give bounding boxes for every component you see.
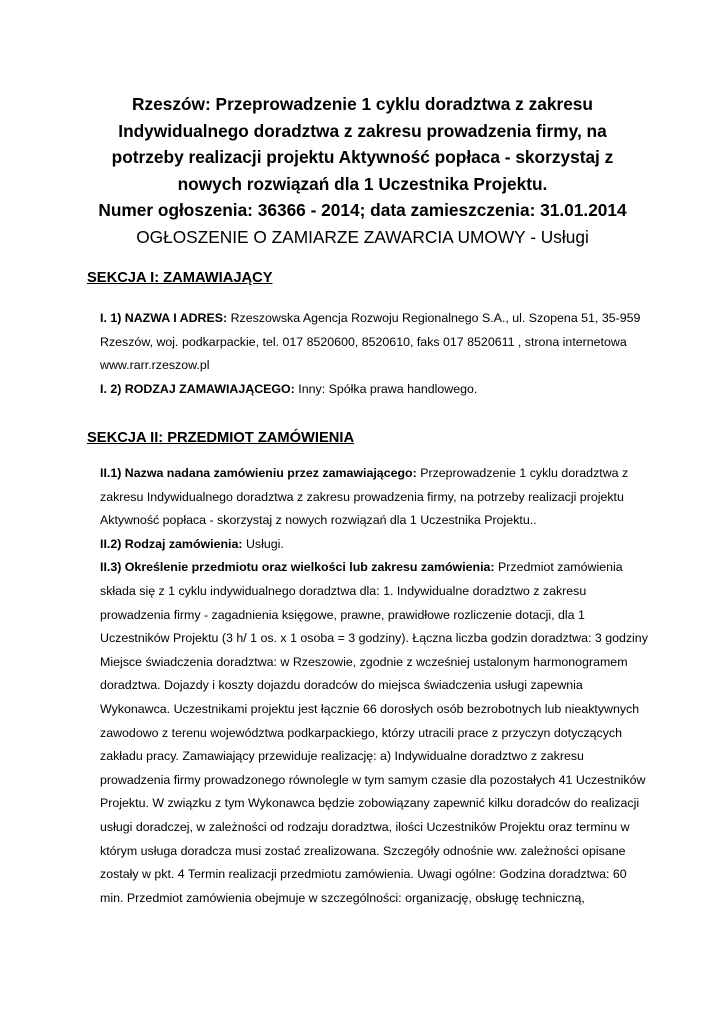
order-scope-text-line: Miejsce świadczenia doradztwa: w Rzeszowie, zgodnie z wcześniej ustalonym harmonogramem [100, 654, 628, 669]
order-scope-text-line: Wykonawca. Uczestnikami projektu jest łącznie 66 dorosłych osób bezrobotnych lub nieaktywnych [100, 701, 640, 716]
address-line: Rzeszów, woj. podkarpackie, tel. 017 8520600, 8520610, faks 017 8520611 , strona internetowa [100, 334, 627, 349]
order-scope-text-line: zostały w pkt. 4 Termin realizacji przedmiotu zamówienia. Uwagi ogólne: Godzina doradztwa: 60 [100, 867, 627, 882]
order-scope-text-line: składa się z 1 cyklu indywidualnego doradztwa dla: 1. Indywidualne doradztwo z zakresu [100, 583, 587, 598]
section-2-heading: SEKCJA II: PRZEDMIOT ZAMÓWIENIA [87, 430, 355, 446]
order-scope-value: Przedmiot zamówienia [494, 560, 623, 575]
name-address-label: I. 1) NAZWA I ADRES: [100, 311, 228, 325]
contracting-type-line [100, 378, 660, 402]
website-line: www.rarr.rzeszow.pl [100, 358, 210, 373]
order-scope-text-line: doradztwa. Dojazdy i koszty dojazdu doradców do miejsca świadczenia usługi zapewnia [100, 678, 583, 693]
title-line: nowych rozwiązań dla 1 Uczestnika Projektu. [177, 173, 548, 194]
contracting-type-value: Inny: Spółka prawa handlowego. [294, 381, 478, 396]
notice-type: OGŁOSZENIE O ZAMIARZE ZAWARCIA UMOWY - Usługi [136, 226, 589, 247]
order-scope-text-line: zakładu pracy. Zamawiający przewiduje realizację: a) Indywidualne doradztwo z zakresu [100, 749, 584, 764]
document-title [80, 91, 645, 250]
order-type-line [100, 533, 660, 557]
order-scope-text-line: którym usługa doradcza musi zostać zrealizowana. Szczegóły odnośnie ww. zależności opisane [100, 843, 626, 858]
order-name-label: II.1) Nazwa nadana zamówieniu przez zamawiającego: [100, 466, 417, 480]
order-scope-line [100, 556, 660, 580]
name-address-line [100, 307, 660, 331]
order-scope-text-line: min. Przedmiot zamówienia obejmuje w szczególności: organizację, obsługę techniczną, [100, 890, 585, 905]
order-scope-text-line: zawodowo z terenu województwa podkarpackiego, którzy utracili prace z przyczyn dotyczących [100, 725, 623, 740]
section-1-heading: SEKCJA I: ZAMAWIAJĄCY [87, 270, 273, 286]
order-scope-text-line: prowadzenia firmy - zagadnienia księgowe, prawne, prawidłowe rozliczenie dotacji, dla 1 [100, 607, 585, 622]
order-name-line [100, 462, 660, 486]
order-scope-label: II.3) Określenie przedmiotu oraz wielkości lub zakresu zamówienia: [100, 560, 495, 575]
order-scope-text-line: usługi doradczej, w zależności od rodzaju doradztwa, ilości Uczestników Projektu oraz terminu w [100, 819, 630, 834]
order-scope-text-line: prowadzenia firmy prowadzonego równolegle w tym samym czasie dla pozostałych 41 Uczestników [100, 772, 646, 787]
section-1-body [100, 307, 660, 401]
title-line: Indywidualnego doradztwa z zakresu prowadzenia firmy, na [118, 120, 607, 141]
order-type-value: Usługi. [242, 536, 284, 551]
announcement-number-line: Numer ogłoszenia: 36366 - 2014; data zamieszczenia: 31.01.2014 [98, 200, 627, 220]
order-type-label: II.2) Rodzaj zamówienia: [100, 536, 243, 551]
name-address-value: Rzeszowska Agencja Rozwoju Regionalnego S.A., ul. Szopena 51, 35-959 [227, 311, 641, 325]
contracting-type-label: I. 2) RODZAJ ZAMAWIAJĄCEGO: [100, 381, 295, 396]
order-name-line: zakresu Indywidualnego doradztwa z zakresu prowadzenia firmy, na potrzeby realizacji projektu [100, 489, 624, 504]
section-2-body [100, 462, 660, 910]
order-scope-text-line: Uczestników Projektu (3 h/ 1 os. x 1 osoba = 3 godziny). Łączna liczba godzin doradztwa: 3 godziny [100, 631, 648, 646]
order-name-line: Aktywność popłaca - skorzystaj z nowych rozwiązań dla 1 Uczestnika Projektu.. [100, 513, 537, 528]
title-line: Rzeszów: Przeprowadzenie 1 cyklu doradztwa z zakresu [132, 94, 593, 114]
title-line: potrzeby realizacji projektu Aktywność popłaca - skorzystaj z [111, 147, 614, 167]
order-name-value: Przeprowadzenie 1 cyklu doradztwa z [416, 466, 629, 480]
order-scope-text-line: Projektu. W związku z tym Wykonawca będzie zobowiązany zapewnić kilku doradców do realizacji [100, 796, 640, 811]
